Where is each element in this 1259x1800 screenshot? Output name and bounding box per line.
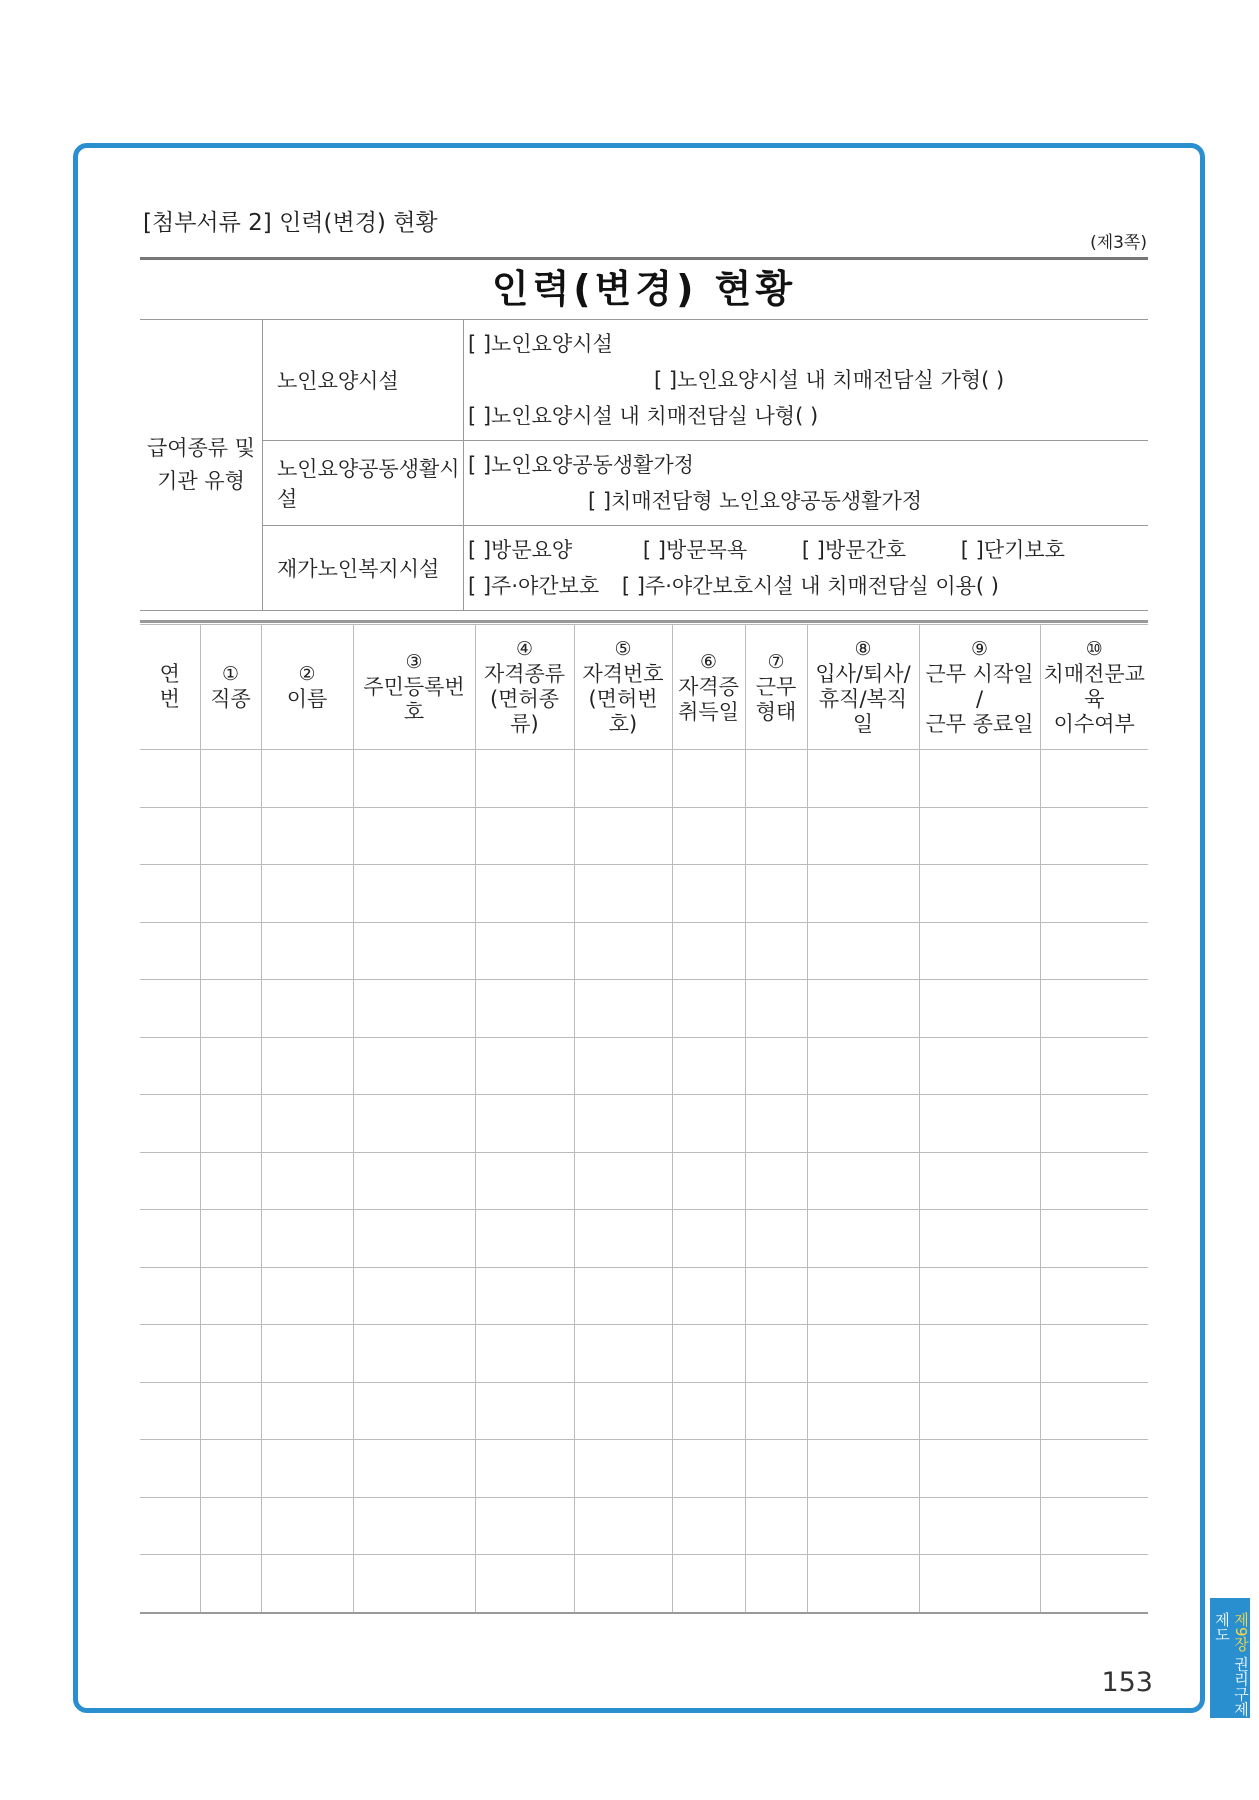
- table-cell[interactable]: [1040, 922, 1148, 980]
- table-cell[interactable]: [807, 1210, 919, 1268]
- table-row: [140, 1152, 1148, 1210]
- table-cell[interactable]: [475, 1440, 574, 1498]
- checkbox-option[interactable]: [ ]노인요양시설 내 치매전담실 가형( ): [654, 368, 1005, 392]
- table-cell[interactable]: [745, 1095, 807, 1153]
- table-cell[interactable]: [745, 1267, 807, 1325]
- table-cell[interactable]: [140, 1440, 200, 1498]
- table-cell[interactable]: [1040, 807, 1148, 865]
- table-cell[interactable]: [261, 1325, 353, 1383]
- table-cell[interactable]: [807, 1152, 919, 1210]
- table-cell[interactable]: [140, 1210, 200, 1268]
- checkbox-option[interactable]: [ ]단기보호: [960, 538, 1065, 562]
- table-cell[interactable]: [475, 1152, 574, 1210]
- table-cell[interactable]: [919, 1267, 1040, 1325]
- table-cell[interactable]: [574, 1555, 672, 1613]
- table-cell[interactable]: [353, 1325, 475, 1383]
- form-title: 인력(변경) 현황: [491, 267, 797, 311]
- table-cell[interactable]: [475, 750, 574, 808]
- table-cell[interactable]: [574, 1382, 672, 1440]
- checkbox-option[interactable]: [ ]치매전담형 노인요양공동생활가정: [588, 489, 923, 513]
- group-options: [464, 320, 1149, 441]
- table-cell[interactable]: [1040, 865, 1148, 923]
- table-cell[interactable]: [261, 1095, 353, 1153]
- table-cell[interactable]: [200, 1095, 261, 1153]
- table-cell[interactable]: [672, 750, 745, 808]
- table-cell[interactable]: [574, 865, 672, 923]
- table-cell[interactable]: [745, 1440, 807, 1498]
- table-cell[interactable]: [200, 807, 261, 865]
- table-cell[interactable]: [475, 1267, 574, 1325]
- table-row: [140, 1210, 1148, 1268]
- table-cell[interactable]: [672, 1037, 745, 1095]
- col-work-type: ⑦ 근무 형태: [745, 625, 807, 750]
- col-license-number: ⑤ 자격번호 (면허번호): [574, 625, 672, 750]
- table-cell[interactable]: [353, 1555, 475, 1613]
- table-cell[interactable]: [574, 1325, 672, 1383]
- table-cell[interactable]: [200, 1152, 261, 1210]
- table-cell[interactable]: [475, 807, 574, 865]
- table-cell[interactable]: [672, 1440, 745, 1498]
- col-employment-dates: ⑧ 입사/퇴사/ 휴직/복직일: [807, 625, 919, 750]
- table-cell[interactable]: [574, 1210, 672, 1268]
- table-cell[interactable]: [1040, 1152, 1148, 1210]
- table-cell[interactable]: [261, 1267, 353, 1325]
- table-cell[interactable]: [745, 1037, 807, 1095]
- table-cell[interactable]: [807, 922, 919, 980]
- table-cell[interactable]: [672, 1497, 745, 1555]
- table-cell[interactable]: [672, 1555, 745, 1613]
- table-cell[interactable]: [672, 1325, 745, 1383]
- table-cell[interactable]: [1040, 980, 1148, 1038]
- table-cell[interactable]: [200, 1037, 261, 1095]
- table-cell[interactable]: [745, 1555, 807, 1613]
- table-cell[interactable]: [353, 807, 475, 865]
- table-cell[interactable]: [1040, 1037, 1148, 1095]
- table-cell[interactable]: [475, 1382, 574, 1440]
- col-job-type: ① 직종: [200, 625, 261, 750]
- table-cell[interactable]: [672, 1267, 745, 1325]
- table-cell[interactable]: [261, 1152, 353, 1210]
- section-label: 권리구제제도: [1213, 1612, 1250, 1717]
- group-options: [464, 441, 1149, 526]
- table-row: [140, 1037, 1148, 1095]
- chapter-tab: [1210, 1598, 1250, 1718]
- group-name: 재가노인복지시설: [263, 526, 464, 611]
- table-row: [140, 807, 1148, 865]
- table-cell[interactable]: [919, 1382, 1040, 1440]
- table-cell[interactable]: [574, 1037, 672, 1095]
- col-name: ② 이름: [261, 625, 353, 750]
- table-cell[interactable]: [919, 1325, 1040, 1383]
- table-cell[interactable]: [140, 922, 200, 980]
- table-cell[interactable]: [261, 980, 353, 1038]
- checkbox-option[interactable]: [ ]주·야간보호: [468, 574, 600, 598]
- table-cell[interactable]: [140, 865, 200, 923]
- table-cell[interactable]: [353, 865, 475, 923]
- table-cell[interactable]: [672, 980, 745, 1038]
- table-cell[interactable]: [353, 1095, 475, 1153]
- table-cell[interactable]: [745, 1325, 807, 1383]
- col-dementia-training: ⑩ 치매전문교육 이수여부: [1040, 625, 1148, 750]
- table-cell[interactable]: [140, 750, 200, 808]
- table-cell[interactable]: [574, 807, 672, 865]
- facility-type-table: [140, 319, 1148, 611]
- table-cell[interactable]: [919, 807, 1040, 865]
- table-cell[interactable]: [261, 1037, 353, 1095]
- checkbox-option[interactable]: [ ]노인요양시설: [468, 332, 613, 356]
- table-cell[interactable]: [140, 1267, 200, 1325]
- table-cell[interactable]: [353, 1267, 475, 1325]
- table-cell[interactable]: [353, 1210, 475, 1268]
- table-cell[interactable]: [140, 1497, 200, 1555]
- table-cell[interactable]: [200, 1440, 261, 1498]
- table-cell[interactable]: [353, 980, 475, 1038]
- table-cell[interactable]: [475, 865, 574, 923]
- col-serial: 연 번: [140, 625, 200, 750]
- page-indicator: (제3쪽): [1090, 233, 1147, 253]
- col-license-type: ④ 자격종류 (면허종류): [475, 625, 574, 750]
- table-cell[interactable]: [1040, 1095, 1148, 1153]
- table-cell[interactable]: [574, 1267, 672, 1325]
- table-cell[interactable]: [140, 1382, 200, 1440]
- table-cell[interactable]: [261, 1440, 353, 1498]
- table-cell[interactable]: [475, 1555, 574, 1613]
- checkbox-option[interactable]: [ ]방문간호: [801, 538, 907, 562]
- table-cell[interactable]: [1040, 1267, 1148, 1325]
- table-cell[interactable]: [745, 865, 807, 923]
- table-cell[interactable]: [261, 865, 353, 923]
- table-cell[interactable]: [353, 1440, 475, 1498]
- table-cell[interactable]: [919, 1095, 1040, 1153]
- table-cell[interactable]: [261, 807, 353, 865]
- table-cell[interactable]: [745, 1382, 807, 1440]
- table-cell[interactable]: [475, 1037, 574, 1095]
- table-cell[interactable]: [672, 1210, 745, 1268]
- table-row: [140, 865, 1148, 923]
- table-row: [140, 922, 1148, 980]
- col-work-period: ⑨ 근무 시작일 / 근무 종료일: [919, 625, 1040, 750]
- table-cell[interactable]: [475, 1325, 574, 1383]
- col-resident-number: ③ 주민등록번호: [353, 625, 475, 750]
- table-cell[interactable]: [140, 807, 200, 865]
- table-row: [140, 1440, 1148, 1498]
- table-cell[interactable]: [200, 1325, 261, 1383]
- checkbox-option[interactable]: [ ]노인요양시설 내 치매전담실 나형( ): [468, 404, 819, 428]
- table-cell[interactable]: [261, 1382, 353, 1440]
- table-cell[interactable]: [353, 1152, 475, 1210]
- table-cell[interactable]: [574, 980, 672, 1038]
- col-license-date: ⑥ 자격증 취득일: [672, 625, 745, 750]
- table-row: [140, 980, 1148, 1038]
- table-cell[interactable]: [261, 1210, 353, 1268]
- checkbox-option[interactable]: [ ]방문요양: [468, 538, 573, 562]
- table-cell[interactable]: [807, 1555, 919, 1613]
- table-cell[interactable]: [745, 750, 807, 808]
- table-cell[interactable]: [140, 1095, 200, 1153]
- facility-type-label: 급여종류 및 기관 유형: [140, 320, 263, 611]
- table-cell[interactable]: [140, 1152, 200, 1210]
- table-row: [140, 1497, 1148, 1555]
- staff-table: [140, 624, 1148, 1614]
- table-cell[interactable]: [261, 750, 353, 808]
- table-cell[interactable]: [261, 1555, 353, 1613]
- table-row: [140, 1555, 1148, 1613]
- table-cell[interactable]: [745, 1497, 807, 1555]
- group-options: [464, 526, 1149, 611]
- table-cell[interactable]: [807, 750, 919, 808]
- table-cell[interactable]: [672, 1152, 745, 1210]
- table-cell[interactable]: [745, 922, 807, 980]
- table-cell[interactable]: [140, 1037, 200, 1095]
- page-number: 153: [1101, 1667, 1153, 1698]
- table-cell[interactable]: [807, 807, 919, 865]
- top-rule: [140, 257, 1148, 260]
- group-name: 노인요양시설: [263, 320, 464, 441]
- table-cell[interactable]: [475, 1497, 574, 1555]
- table-cell[interactable]: [200, 980, 261, 1038]
- table-cell[interactable]: [919, 922, 1040, 980]
- table-cell[interactable]: [1040, 1440, 1148, 1498]
- table-cell[interactable]: [919, 1440, 1040, 1498]
- table-cell[interactable]: [574, 1095, 672, 1153]
- table-cell[interactable]: [919, 1152, 1040, 1210]
- table-cell[interactable]: [807, 1325, 919, 1383]
- table-cell[interactable]: [574, 922, 672, 980]
- table-cell[interactable]: [807, 865, 919, 923]
- table-row: [140, 1382, 1148, 1440]
- table-cell[interactable]: [1040, 1497, 1148, 1555]
- table-cell[interactable]: [807, 1440, 919, 1498]
- group-name: 노인요양공동생활시설: [263, 441, 464, 526]
- table-cell[interactable]: [140, 1555, 200, 1613]
- table-cell[interactable]: [672, 807, 745, 865]
- section-rule: [140, 620, 1148, 623]
- table-cell[interactable]: [200, 1267, 261, 1325]
- table-cell[interactable]: [200, 922, 261, 980]
- table-cell[interactable]: [353, 750, 475, 808]
- table-cell[interactable]: [919, 1037, 1040, 1095]
- table-cell[interactable]: [807, 1095, 919, 1153]
- table-cell[interactable]: [261, 1497, 353, 1555]
- table-cell[interactable]: [745, 1152, 807, 1210]
- table-cell[interactable]: [1040, 750, 1148, 808]
- table-cell[interactable]: [574, 750, 672, 808]
- table-cell[interactable]: [475, 1095, 574, 1153]
- table-cell[interactable]: [353, 922, 475, 980]
- checkbox-option[interactable]: [ ]방문목욕: [642, 538, 748, 562]
- table-cell[interactable]: [574, 1497, 672, 1555]
- table-cell[interactable]: [200, 750, 261, 808]
- table-cell[interactable]: [200, 865, 261, 923]
- table-cell[interactable]: [200, 1382, 261, 1440]
- table-cell[interactable]: [574, 1440, 672, 1498]
- table-cell[interactable]: [919, 1497, 1040, 1555]
- table-cell[interactable]: [807, 1382, 919, 1440]
- table-row: [140, 1325, 1148, 1383]
- table-cell[interactable]: [475, 922, 574, 980]
- table-cell[interactable]: [1040, 1210, 1148, 1268]
- table-cell[interactable]: [353, 1037, 475, 1095]
- table-cell[interactable]: [807, 1037, 919, 1095]
- table-cell[interactable]: [745, 1210, 807, 1268]
- table-cell[interactable]: [1040, 1555, 1148, 1613]
- table-cell[interactable]: [672, 1382, 745, 1440]
- table-cell[interactable]: [574, 1152, 672, 1210]
- checkbox-option[interactable]: [ ]노인요양공동생활가정: [468, 453, 694, 477]
- table-cell[interactable]: [807, 1497, 919, 1555]
- chapter-label: 제9장: [1232, 1612, 1250, 1652]
- table-cell[interactable]: [353, 1382, 475, 1440]
- table-cell[interactable]: [353, 1497, 475, 1555]
- table-cell[interactable]: [807, 1267, 919, 1325]
- staff-table-body: [140, 750, 1148, 1613]
- table-cell[interactable]: [919, 865, 1040, 923]
- table-cell[interactable]: [807, 980, 919, 1038]
- table-cell[interactable]: [745, 980, 807, 1038]
- table-cell[interactable]: [475, 980, 574, 1038]
- table-cell[interactable]: [919, 980, 1040, 1038]
- table-cell[interactable]: [672, 865, 745, 923]
- table-row: [140, 1095, 1148, 1153]
- table-cell[interactable]: [261, 922, 353, 980]
- table-cell[interactable]: [200, 1555, 261, 1613]
- table-cell[interactable]: [140, 1325, 200, 1383]
- table-cell[interactable]: [919, 750, 1040, 808]
- checkbox-option[interactable]: [ ]주·야간보호시설 내 치매전담실 이용( ): [621, 574, 999, 598]
- table-cell[interactable]: [200, 1497, 261, 1555]
- table-cell[interactable]: [745, 807, 807, 865]
- staff-table-header: [140, 625, 1148, 750]
- table-cell[interactable]: [672, 1095, 745, 1153]
- table-cell[interactable]: [140, 980, 200, 1038]
- table-cell[interactable]: [1040, 1382, 1148, 1440]
- table-cell[interactable]: [1040, 1325, 1148, 1383]
- table-row: [140, 750, 1148, 808]
- table-cell[interactable]: [919, 1555, 1040, 1613]
- table-cell[interactable]: [672, 922, 745, 980]
- table-row: [140, 1267, 1148, 1325]
- table-cell[interactable]: [200, 1210, 261, 1268]
- table-cell[interactable]: [475, 1210, 574, 1268]
- table-cell[interactable]: [919, 1210, 1040, 1268]
- attachment-caption: [첨부서류 2] 인력(변경) 현황: [143, 210, 438, 236]
